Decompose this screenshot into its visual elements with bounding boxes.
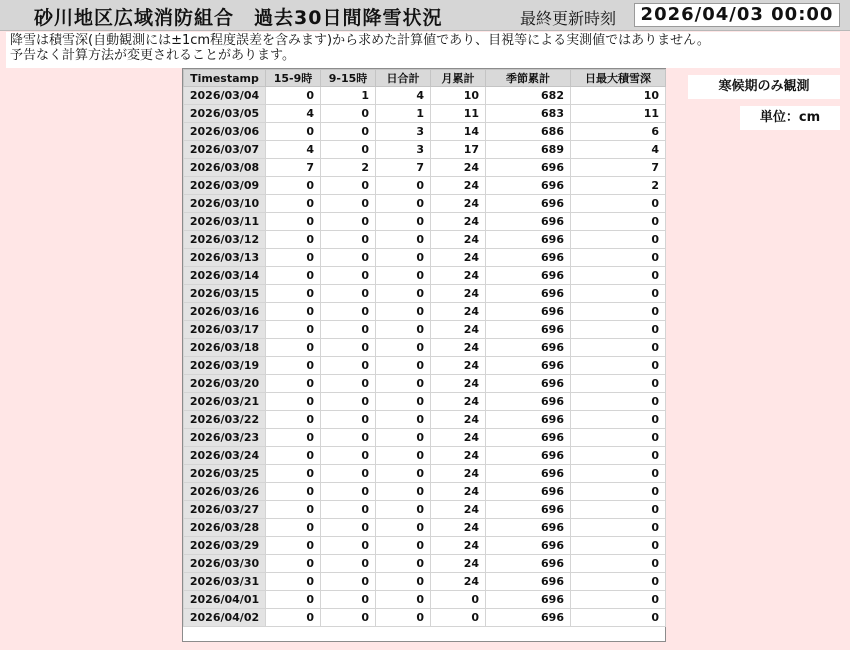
cell-monthly-total: 24 [431, 375, 486, 393]
disclaimer-line-2: 予告なく計算方法が変更されることがあります。 [10, 48, 295, 63]
cell-overnight: 0 [266, 87, 321, 105]
header-daily-total: 日合計 [376, 70, 431, 87]
cell-daily-total: 0 [376, 447, 431, 465]
table-row [184, 411, 666, 429]
table-row [184, 501, 666, 519]
cell-date: 2026/03/24 [184, 447, 266, 465]
disclaimer-notice [6, 32, 840, 68]
cell-overnight: 0 [266, 573, 321, 591]
cell-monthly-total: 24 [431, 519, 486, 537]
cell-monthly-total: 24 [431, 447, 486, 465]
cell-max-depth: 0 [571, 213, 666, 231]
cell-season-total: 689 [486, 141, 571, 159]
cell-season-total: 696 [486, 573, 571, 591]
cell-monthly-total: 24 [431, 177, 486, 195]
cell-max-depth: 0 [571, 519, 666, 537]
cell-max-depth: 11 [571, 105, 666, 123]
cell-date: 2026/03/08 [184, 159, 266, 177]
cell-season-total: 696 [486, 447, 571, 465]
cell-overnight: 0 [266, 123, 321, 141]
cell-daytime: 0 [321, 303, 376, 321]
cell-max-depth: 0 [571, 411, 666, 429]
cell-date: 2026/03/21 [184, 393, 266, 411]
table-row [184, 447, 666, 465]
cell-daily-total: 0 [376, 519, 431, 537]
header-daytime: 9-15時 [321, 70, 376, 87]
last-updated-label: 最終更新時刻 [520, 9, 617, 28]
cell-max-depth: 0 [571, 339, 666, 357]
cell-overnight: 0 [266, 483, 321, 501]
cell-overnight: 0 [266, 303, 321, 321]
cell-max-depth: 0 [571, 231, 666, 249]
cell-daily-total: 0 [376, 267, 431, 285]
cell-monthly-total: 24 [431, 285, 486, 303]
cell-season-total: 683 [486, 105, 571, 123]
cell-season-total: 696 [486, 555, 571, 573]
cell-daily-total: 0 [376, 555, 431, 573]
cell-monthly-total: 0 [431, 591, 486, 609]
cell-daily-total: 0 [376, 231, 431, 249]
cell-monthly-total: 24 [431, 393, 486, 411]
cell-date: 2026/03/12 [184, 231, 266, 249]
cell-daytime: 0 [321, 375, 376, 393]
cell-daytime: 0 [321, 321, 376, 339]
cell-season-total: 696 [486, 501, 571, 519]
cell-daily-total: 0 [376, 429, 431, 447]
table-row [184, 87, 666, 105]
cell-monthly-total: 10 [431, 87, 486, 105]
cell-overnight: 0 [266, 501, 321, 519]
cell-daytime: 0 [321, 591, 376, 609]
cell-overnight: 0 [266, 555, 321, 573]
cell-season-total: 696 [486, 375, 571, 393]
cell-daytime: 0 [321, 231, 376, 249]
cell-max-depth: 0 [571, 501, 666, 519]
cell-max-depth: 0 [571, 249, 666, 267]
cell-overnight: 0 [266, 249, 321, 267]
table-row [184, 213, 666, 231]
cell-date: 2026/03/29 [184, 537, 266, 555]
cell-daytime: 0 [321, 465, 376, 483]
cell-daytime: 1 [321, 87, 376, 105]
cell-season-total: 696 [486, 213, 571, 231]
disclaimer-line-1: 降雪は積雪深(自動観測には±1cm程度誤差を含みます)から求めた計算値であり、目視等による実測値ではありません。 [10, 33, 710, 48]
cell-monthly-total: 24 [431, 213, 486, 231]
table-row [184, 159, 666, 177]
cell-max-depth: 0 [571, 267, 666, 285]
table-row [184, 537, 666, 555]
cell-max-depth: 0 [571, 375, 666, 393]
table-row [184, 483, 666, 501]
cell-max-depth: 7 [571, 159, 666, 177]
cell-date: 2026/03/14 [184, 267, 266, 285]
table-row [184, 339, 666, 357]
cell-date: 2026/04/01 [184, 591, 266, 609]
cell-daytime: 0 [321, 141, 376, 159]
cell-overnight: 0 [266, 537, 321, 555]
cell-daytime: 0 [321, 393, 376, 411]
table-row [184, 573, 666, 591]
cell-max-depth: 10 [571, 87, 666, 105]
table-row [184, 123, 666, 141]
cell-max-depth: 0 [571, 591, 666, 609]
cell-season-total: 696 [486, 177, 571, 195]
cell-date: 2026/03/30 [184, 555, 266, 573]
cell-max-depth: 4 [571, 141, 666, 159]
table-row [184, 303, 666, 321]
cell-max-depth: 0 [571, 195, 666, 213]
cell-daily-total: 0 [376, 213, 431, 231]
cell-daily-total: 3 [376, 123, 431, 141]
cell-daily-total: 0 [376, 411, 431, 429]
cell-date: 2026/03/06 [184, 123, 266, 141]
table-row [184, 141, 666, 159]
cell-daily-total: 0 [376, 375, 431, 393]
table-row [184, 195, 666, 213]
cell-date: 2026/03/23 [184, 429, 266, 447]
cell-monthly-total: 0 [431, 609, 486, 627]
cell-season-total: 696 [486, 159, 571, 177]
cell-overnight: 0 [266, 591, 321, 609]
cell-daytime: 0 [321, 501, 376, 519]
cell-daytime: 0 [321, 411, 376, 429]
cell-max-depth: 6 [571, 123, 666, 141]
cell-date: 2026/03/16 [184, 303, 266, 321]
cell-season-total: 696 [486, 411, 571, 429]
cell-max-depth: 2 [571, 177, 666, 195]
cell-overnight: 4 [266, 105, 321, 123]
table-row [184, 375, 666, 393]
table-row [184, 177, 666, 195]
cell-daytime: 0 [321, 177, 376, 195]
cell-overnight: 0 [266, 375, 321, 393]
cell-daytime: 0 [321, 555, 376, 573]
cell-season-total: 696 [486, 267, 571, 285]
cell-overnight: 0 [266, 285, 321, 303]
cell-monthly-total: 24 [431, 555, 486, 573]
cell-date: 2026/03/28 [184, 519, 266, 537]
table-row [184, 519, 666, 537]
cell-daytime: 0 [321, 429, 376, 447]
cell-overnight: 0 [266, 321, 321, 339]
cell-monthly-total: 24 [431, 339, 486, 357]
cell-overnight: 4 [266, 141, 321, 159]
cell-date: 2026/03/09 [184, 177, 266, 195]
cell-monthly-total: 24 [431, 411, 486, 429]
cell-monthly-total: 14 [431, 123, 486, 141]
cell-date: 2026/03/10 [184, 195, 266, 213]
cell-season-total: 696 [486, 609, 571, 627]
table-header-row [184, 70, 666, 87]
cell-date: 2026/03/18 [184, 339, 266, 357]
cell-season-total: 696 [486, 195, 571, 213]
cell-daily-total: 0 [376, 321, 431, 339]
cell-season-total: 696 [486, 249, 571, 267]
cell-max-depth: 0 [571, 609, 666, 627]
cell-date: 2026/03/25 [184, 465, 266, 483]
cell-date: 2026/03/05 [184, 105, 266, 123]
cell-date: 2026/04/02 [184, 609, 266, 627]
cell-monthly-total: 24 [431, 231, 486, 249]
cell-date: 2026/03/13 [184, 249, 266, 267]
cell-overnight: 0 [266, 393, 321, 411]
cell-daily-total: 0 [376, 537, 431, 555]
cell-monthly-total: 24 [431, 537, 486, 555]
table-row [184, 357, 666, 375]
season-note: 寒候期のみ観測 [688, 75, 840, 99]
cell-season-total: 696 [486, 393, 571, 411]
cell-daily-total: 1 [376, 105, 431, 123]
cell-season-total: 696 [486, 339, 571, 357]
cell-date: 2026/03/22 [184, 411, 266, 429]
cell-monthly-total: 11 [431, 105, 486, 123]
cell-daily-total: 0 [376, 393, 431, 411]
cell-daytime: 0 [321, 483, 376, 501]
cell-daytime: 0 [321, 519, 376, 537]
cell-overnight: 0 [266, 411, 321, 429]
cell-season-total: 696 [486, 285, 571, 303]
cell-max-depth: 0 [571, 465, 666, 483]
cell-daytime: 0 [321, 537, 376, 555]
table-row [184, 249, 666, 267]
last-updated-value: 2026/04/03 00:00 [634, 3, 840, 27]
cell-daily-total: 0 [376, 357, 431, 375]
cell-season-total: 696 [486, 465, 571, 483]
table-body [184, 87, 666, 627]
cell-monthly-total: 24 [431, 249, 486, 267]
cell-monthly-total: 24 [431, 573, 486, 591]
table-row [184, 267, 666, 285]
table-row [184, 429, 666, 447]
cell-daily-total: 0 [376, 177, 431, 195]
cell-season-total: 696 [486, 519, 571, 537]
cell-season-total: 696 [486, 429, 571, 447]
cell-overnight: 7 [266, 159, 321, 177]
cell-overnight: 0 [266, 357, 321, 375]
cell-max-depth: 0 [571, 357, 666, 375]
cell-daytime: 0 [321, 285, 376, 303]
cell-daytime: 0 [321, 609, 376, 627]
snowfall-table [183, 69, 666, 627]
table-row [184, 555, 666, 573]
cell-monthly-total: 24 [431, 357, 486, 375]
cell-overnight: 0 [266, 447, 321, 465]
header-overnight: 15-9時 [266, 70, 321, 87]
table-row [184, 465, 666, 483]
cell-max-depth: 0 [571, 303, 666, 321]
header-max-depth: 日最大積雪深 [571, 70, 666, 87]
cell-season-total: 696 [486, 357, 571, 375]
cell-date: 2026/03/31 [184, 573, 266, 591]
cell-date: 2026/03/27 [184, 501, 266, 519]
cell-overnight: 0 [266, 465, 321, 483]
cell-monthly-total: 24 [431, 195, 486, 213]
snowfall-table-container [182, 68, 666, 642]
cell-daily-total: 0 [376, 501, 431, 519]
header-bar [0, 0, 850, 31]
cell-daytime: 0 [321, 213, 376, 231]
table-row [184, 609, 666, 627]
cell-season-total: 696 [486, 303, 571, 321]
cell-max-depth: 0 [571, 483, 666, 501]
cell-monthly-total: 24 [431, 267, 486, 285]
cell-season-total: 696 [486, 537, 571, 555]
cell-overnight: 0 [266, 339, 321, 357]
cell-daily-total: 0 [376, 285, 431, 303]
cell-daytime: 0 [321, 447, 376, 465]
table-row [184, 231, 666, 249]
cell-overnight: 0 [266, 429, 321, 447]
cell-max-depth: 0 [571, 573, 666, 591]
cell-monthly-total: 24 [431, 303, 486, 321]
cell-date: 2026/03/19 [184, 357, 266, 375]
cell-daily-total: 0 [376, 483, 431, 501]
cell-overnight: 0 [266, 609, 321, 627]
cell-date: 2026/03/11 [184, 213, 266, 231]
cell-daily-total: 0 [376, 339, 431, 357]
cell-season-total: 696 [486, 483, 571, 501]
header-season-total: 季節累計 [486, 70, 571, 87]
cell-daytime: 0 [321, 123, 376, 141]
cell-date: 2026/03/15 [184, 285, 266, 303]
table-row [184, 105, 666, 123]
cell-overnight: 0 [266, 519, 321, 537]
cell-monthly-total: 24 [431, 429, 486, 447]
cell-max-depth: 0 [571, 321, 666, 339]
cell-max-depth: 0 [571, 393, 666, 411]
cell-max-depth: 0 [571, 537, 666, 555]
page-title: 砂川地区広域消防組合 過去30日間降雪状況 [34, 7, 443, 29]
cell-season-total: 696 [486, 321, 571, 339]
cell-max-depth: 0 [571, 285, 666, 303]
cell-monthly-total: 24 [431, 483, 486, 501]
cell-daily-total: 4 [376, 87, 431, 105]
cell-max-depth: 0 [571, 555, 666, 573]
cell-date: 2026/03/07 [184, 141, 266, 159]
cell-overnight: 0 [266, 195, 321, 213]
cell-daily-total: 0 [376, 249, 431, 267]
cell-daily-total: 3 [376, 141, 431, 159]
unit-label: 単位：cm [740, 106, 840, 130]
header-monthly-total: 月累計 [431, 70, 486, 87]
cell-monthly-total: 24 [431, 501, 486, 519]
cell-daily-total: 0 [376, 591, 431, 609]
cell-date: 2026/03/20 [184, 375, 266, 393]
cell-season-total: 682 [486, 87, 571, 105]
cell-overnight: 0 [266, 213, 321, 231]
cell-daytime: 0 [321, 249, 376, 267]
cell-daytime: 0 [321, 105, 376, 123]
cell-overnight: 0 [266, 177, 321, 195]
table-row [184, 285, 666, 303]
table-row [184, 591, 666, 609]
cell-date: 2026/03/26 [184, 483, 266, 501]
cell-daily-total: 0 [376, 609, 431, 627]
cell-monthly-total: 24 [431, 159, 486, 177]
cell-date: 2026/03/04 [184, 87, 266, 105]
cell-daily-total: 7 [376, 159, 431, 177]
cell-max-depth: 0 [571, 429, 666, 447]
cell-daily-total: 0 [376, 465, 431, 483]
cell-date: 2026/03/17 [184, 321, 266, 339]
cell-daily-total: 0 [376, 195, 431, 213]
table-row [184, 393, 666, 411]
cell-daytime: 0 [321, 195, 376, 213]
cell-daytime: 2 [321, 159, 376, 177]
cell-monthly-total: 24 [431, 465, 486, 483]
cell-daytime: 0 [321, 267, 376, 285]
cell-monthly-total: 24 [431, 321, 486, 339]
cell-season-total: 696 [486, 231, 571, 249]
cell-daytime: 0 [321, 357, 376, 375]
table-row [184, 321, 666, 339]
cell-overnight: 0 [266, 231, 321, 249]
cell-monthly-total: 17 [431, 141, 486, 159]
cell-max-depth: 0 [571, 447, 666, 465]
cell-season-total: 696 [486, 591, 571, 609]
cell-daily-total: 0 [376, 303, 431, 321]
cell-daily-total: 0 [376, 573, 431, 591]
cell-daytime: 0 [321, 339, 376, 357]
cell-daytime: 0 [321, 573, 376, 591]
header-timestamp: Timestamp [184, 70, 266, 87]
cell-overnight: 0 [266, 267, 321, 285]
cell-season-total: 686 [486, 123, 571, 141]
